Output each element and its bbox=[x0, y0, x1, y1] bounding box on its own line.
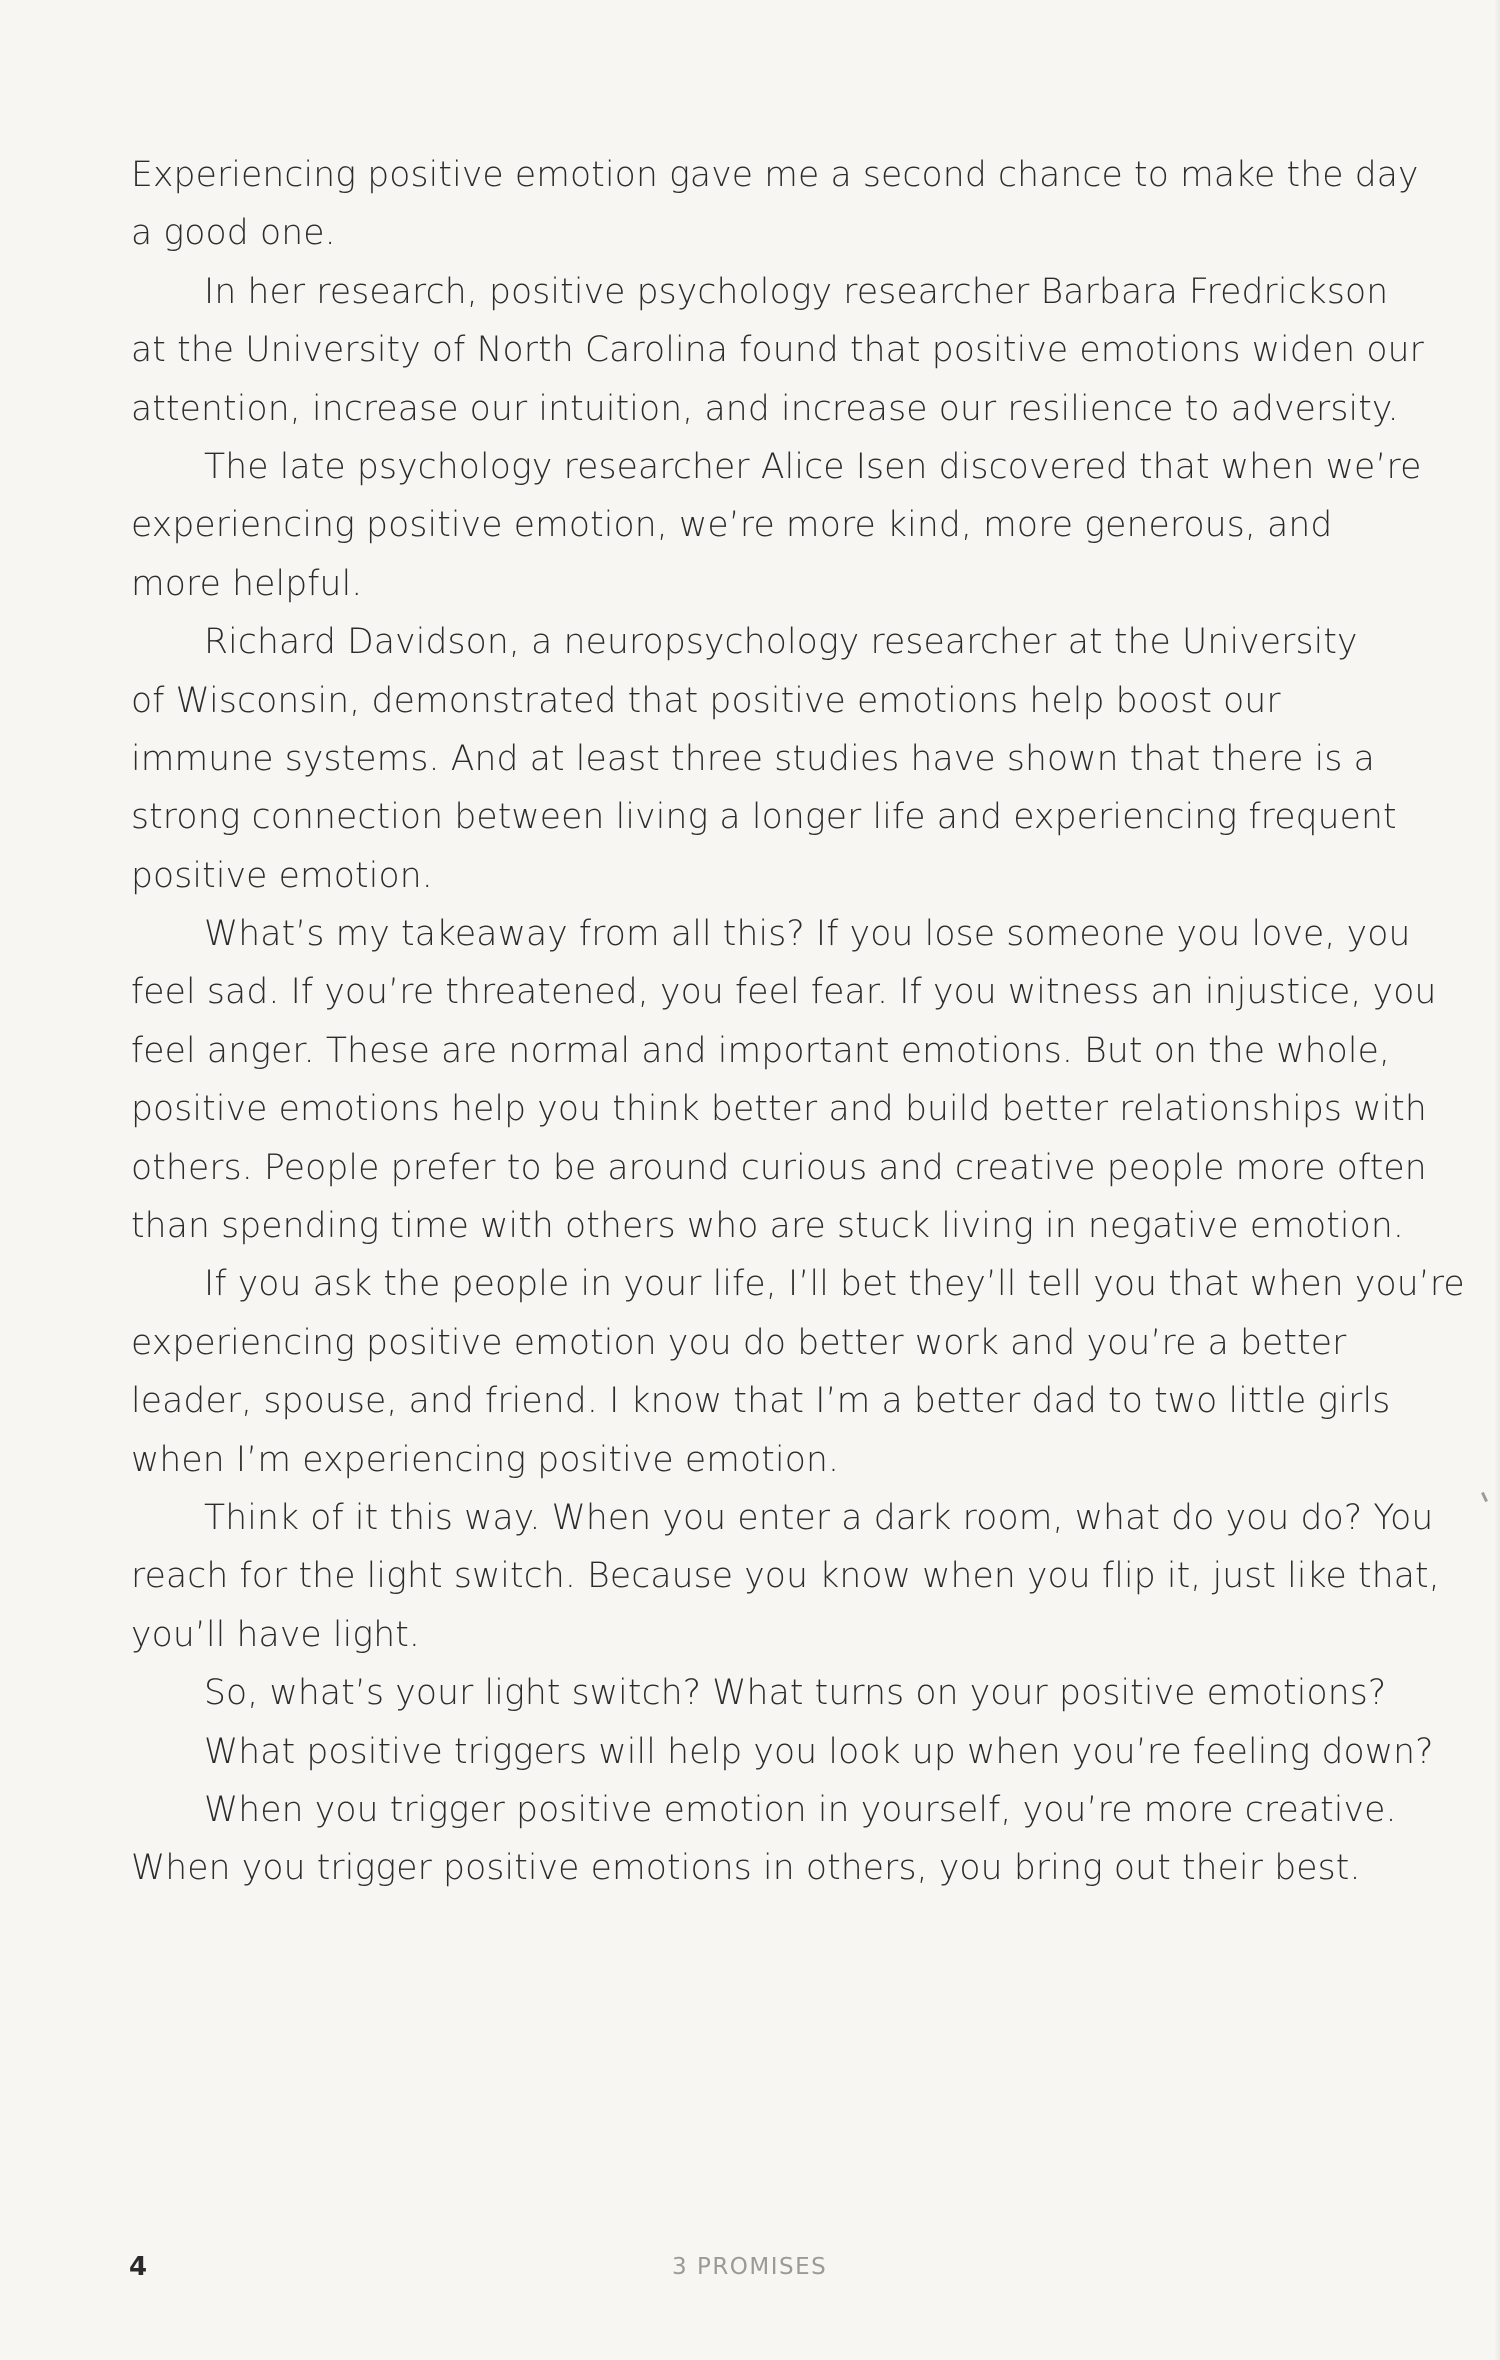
text-line: immune systems. And at least three studies have shown that there is a bbox=[131, 738, 1375, 779]
text-line: The late psychology researcher Alice Isen discovered that when we’re bbox=[204, 446, 1422, 487]
body-text bbox=[131, 146, 1465, 1898]
text-line: When you trigger positive emotion in yourself, you’re more creative. bbox=[204, 1789, 1397, 1830]
text-line: In her research, positive psychology researcher Barbara Fredrickson bbox=[204, 271, 1389, 312]
page-number: 4 bbox=[129, 2252, 148, 2282]
text-line: Think of it this way. When you enter a dark room, what do you do? You bbox=[204, 1497, 1434, 1538]
text-line: a good one. bbox=[131, 213, 336, 254]
text-line: So, what’s your light switch? What turns on your positive emotions? bbox=[204, 1673, 1387, 1714]
text-line: reach for the light switch. Because you know when you flip it, just like that, bbox=[131, 1556, 1440, 1597]
text-line: What positive triggers will help you look up when you’re feeling down? bbox=[204, 1731, 1434, 1772]
text-line: feel sad. If you’re threatened, you feel fear. If you witness an injustice, you bbox=[131, 972, 1437, 1013]
text-line: when I’m experiencing positive emotion. bbox=[131, 1439, 840, 1480]
text-line: When you trigger positive emotions in others, you bring out their best. bbox=[131, 1848, 1361, 1889]
text-line: you’ll have light. bbox=[131, 1614, 421, 1655]
text-line: others. People prefer to be around curious and creative people more often bbox=[131, 1147, 1427, 1188]
text-line: more helpful. bbox=[131, 563, 363, 604]
text-line: experiencing positive emotion you do better work and you’re a better bbox=[131, 1322, 1347, 1363]
running-footer-title: 3 PROMISES bbox=[672, 2254, 828, 2280]
text-line: experiencing positive emotion, we’re more kind, more generous, and bbox=[131, 505, 1333, 546]
text-line: What’s my takeaway from all this? If you lose someone you love, you bbox=[204, 914, 1411, 955]
text-line: leader, spouse, and friend. I know that I’m a better dad to two little girls bbox=[131, 1381, 1391, 1422]
text-line: strong connection between living a longer life and experiencing frequent bbox=[131, 797, 1397, 838]
text-line: than spending time with others who are stuck living in negative emotion. bbox=[131, 1206, 1405, 1247]
text-line: attention, increase our intuition, and increase our resilience to adversity. bbox=[131, 388, 1399, 429]
text-line: feel anger. These are normal and important emotions. But on the whole, bbox=[131, 1030, 1391, 1071]
text-line: positive emotion. bbox=[131, 855, 433, 896]
text-line: If you ask the people in your life, I’ll bet they’ll tell you that when you’re bbox=[204, 1264, 1465, 1305]
text-line: Experiencing positive emotion gave me a second chance to make the day bbox=[131, 155, 1419, 195]
text-line: at the University of North Carolina found that positive emotions widen our bbox=[131, 330, 1424, 371]
scan-speck bbox=[1481, 1492, 1488, 1502]
text-line: Richard Davidson, a neuropsychology researcher at the University bbox=[204, 622, 1358, 663]
text-line: of Wisconsin, demonstrated that positive emotions help boost our bbox=[131, 680, 1281, 721]
text-line: positive emotions help you think better and build better relationships with bbox=[131, 1089, 1427, 1130]
page-edge-shadow bbox=[1494, 0, 1500, 2360]
